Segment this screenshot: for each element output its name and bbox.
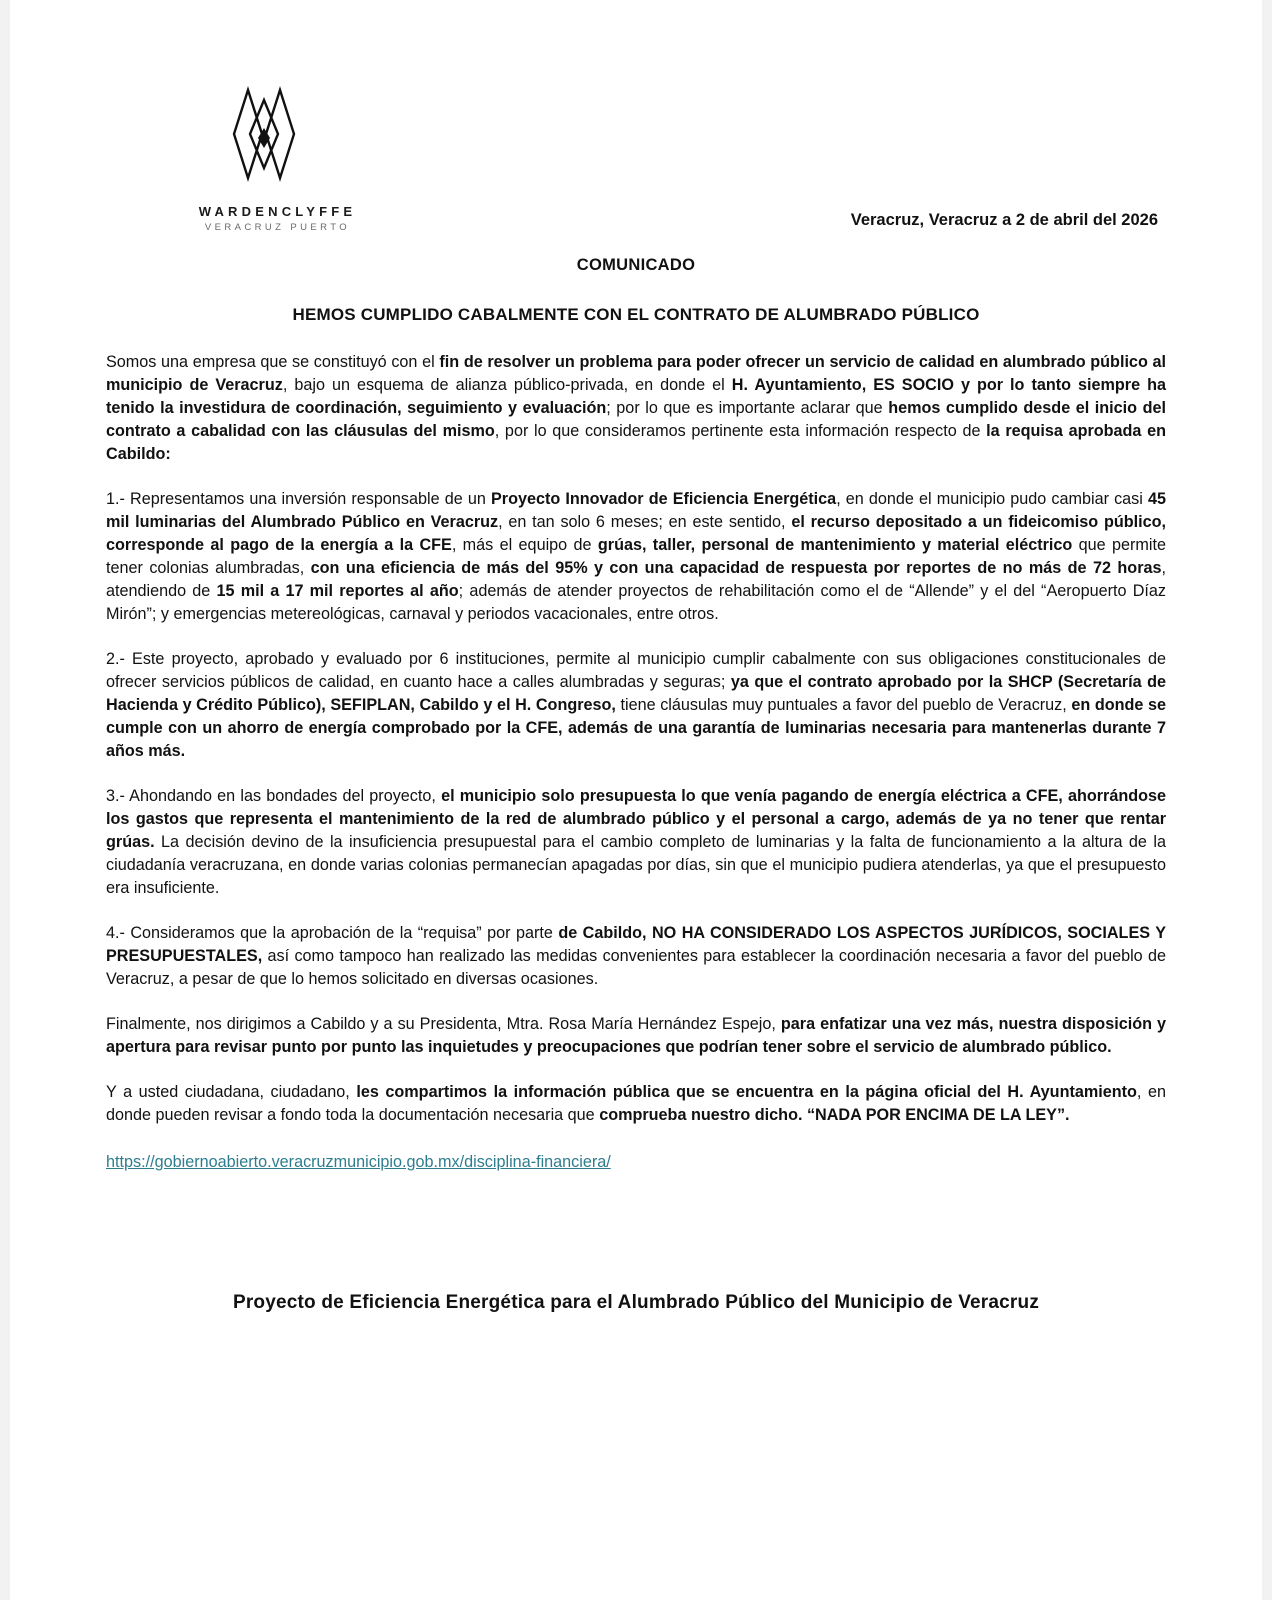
emphasis-text: 45 mil luminarias del Alumbrado Público en Veracruz: [106, 490, 1166, 531]
page-edge-right: [1262, 0, 1272, 1600]
body-text: , atendiendo de: [106, 559, 1166, 600]
paragraph-cierre-2: [106, 1081, 1166, 1127]
public-information-link[interactable]: https://gobiernoabierto.veracruzmunicipio.gob.mx/disciplina-financiera/: [106, 1153, 611, 1171]
body-text: , por lo que consideramos pertinente esta información respecto de: [494, 422, 987, 440]
body-text: así como tampoco han realizado las medidas convenientes para establecer la coordinación necesaria a favor del pueblo de Veracruz, a pesar de que lo hemos solicitado en diversas ocasiones.: [106, 947, 1166, 988]
body-text: 2.- Este proyecto, aprobado y evaluado por 6 instituciones, permite al municipio cumplir cabalmente con sus obligaciones constitucionales de ofrecer servicios públicos de calidad, en cuanto hace a calles alumbradas y seguras;: [106, 650, 1166, 691]
emphasis-text: en donde se cumple con un ahorro de energía comprobado por la CFE, además de una garantía de luminarias necesaria para mantenerlas durante 7 años más.: [106, 696, 1166, 760]
body-text: ; por lo que es importante aclarar que: [606, 399, 889, 417]
emphasis-text: hemos cumplido desde el inicio del contrato a cabalidad con las cláusulas del mismo: [106, 399, 1166, 440]
emphasis-text: H. Ayuntamiento, ES SOCIO y por lo tanto siempre ha tenido la investidura de coordinación, seguimiento y evaluación: [106, 376, 1166, 417]
body-text: tiene cláusulas muy puntuales a favor del pueblo de Veracruz,: [615, 696, 1072, 714]
emphasis-text: Proyecto Innovador de Eficiencia Energética: [490, 490, 837, 508]
page-title: HEMOS CUMPLIDO CABALMENTE CON EL CONTRATO DE ALUMBRADO PÚBLICO: [292, 305, 980, 324]
document-label: COMUNICADO: [576, 256, 696, 274]
emphasis-text: les compartimos la información pública que se encuentra en la página oficial del H. Ayuntamiento: [356, 1083, 1137, 1101]
document-content: [106, 0, 1166, 1354]
body-text: 3.- Ahondando en las bondades del proyecto,: [106, 787, 442, 805]
emphasis-text: comprueba nuestro dicho. “NADA POR ENCIMA DE LA LEY”.: [599, 1106, 1070, 1124]
paragraph-punto-3: [106, 785, 1166, 900]
body-text: 4.- Consideramos que la aprobación de la “requisa” por parte: [106, 924, 559, 942]
body-text: , más el equipo de: [451, 536, 598, 554]
company-logo: [190, 72, 390, 233]
emphasis-text: para enfatizar una vez más, nuestra disposición y apertura para revisar punto por punto las inquietudes y preocupaciones que podrían tener sobre el servicio de alumbrado público.: [106, 1015, 1166, 1056]
page-edge-left: [0, 0, 10, 1600]
emphasis-text: grúas, taller, personal de mantenimiento y material eléctrico: [597, 536, 1073, 554]
emphasis-text: el recurso depositado a un fideicomiso público, corresponde al pago de la energía a la CFE: [106, 513, 1167, 554]
paragraph-punto-2: [106, 648, 1166, 763]
dateline: Veracruz, Veracruz a 2 de abril del 2026: [850, 211, 1158, 229]
paragraph-punto-1: [106, 488, 1166, 626]
paragraph-punto-4: [106, 922, 1166, 991]
body-text: ; además de atender proyectos de rehabilitación como el de “Allende” y el del “Aeropuerto Díaz Mirón”; y emergencias metereológicas, carnaval y periodos vacacionales, entre otros.: [106, 582, 1166, 623]
body-text: Finalmente, nos dirigimos a Cabildo y a su Presidenta, Mtra. Rosa María Hernández Espejo,: [106, 1015, 781, 1033]
body-text: Somos una empresa que se constituyó con el: [106, 353, 440, 371]
logo-wordmark: WARDENCLYFFE: [198, 204, 357, 219]
emphasis-text: con una eficiencia de más del 95% y con una capacidad de respuesta por reportes de no más de 72 horas: [310, 559, 1162, 577]
emphasis-text: la requisa aprobada en Cabildo:: [106, 422, 1166, 463]
body-text: Y a usted ciudadana, ciudadano,: [106, 1083, 357, 1101]
paragraph-cierre-1: [106, 1013, 1166, 1059]
body-text: que permite tener colonias alumbradas,: [106, 536, 1167, 577]
wardenclyffe-diamond-logo: [204, 72, 324, 192]
body-text: , en donde pueden revisar a fondo toda la documentación necesaria que: [106, 1083, 1166, 1124]
emphasis-text: de Cabildo, NO HA CONSIDERADO LOS ASPECTOS JURÍDICOS, SOCIALES Y PRESUPUESTALES,: [106, 924, 1166, 965]
emphasis-text: el municipio solo presupuesta lo que venía pagando de energía eléctrica a CFE, ahorrándose los gastos que representa el mantenimiento de la red de alumbrado público y el personal a cargo, además de ya no tener que rentar grúas.: [106, 787, 1166, 851]
document-footer: Proyecto de Eficiencia Energética para el Alumbrado Público del Municipio de Veracruz: [232, 1292, 1040, 1313]
body-text: La decisión devino de la insuficiencia presupuestal para el cambio completo de luminarias y la falta de funcionamiento a la altura de la ciudadanía veracruzana, en donde varias colonias permanecían apagadas por días, sin que el municipio pudiera atenderlas, ya que el presupuesto era insuficiente.: [106, 833, 1166, 897]
emphasis-text: fin de resolver un problema para poder ofrecer un servicio de calidad en alumbrado público al municipio de Veracruz: [106, 353, 1166, 394]
body-text: , en tan solo 6 meses; en este sentido,: [498, 513, 792, 531]
body-text: 1.- Representamos una inversión responsable de un: [106, 490, 491, 508]
emphasis-text: ya que el contrato aprobado por la SHCP (Secretaría de Hacienda y Crédito Público), SEFIPLAN, Cabildo y el H. Congreso,: [106, 673, 1166, 714]
emphasis-text: 15 mil a 17 mil reportes al año: [216, 582, 459, 600]
paragraph-intro: [106, 351, 1166, 466]
body-paragraphs: [106, 351, 1166, 1127]
logo-subtitle: VERACRUZ PUERTO: [204, 222, 351, 233]
body-text: , en donde el municipio pudo cambiar casi: [836, 490, 1148, 508]
body-text: , bajo un esquema de alianza público-privada, en donde el: [282, 376, 732, 394]
